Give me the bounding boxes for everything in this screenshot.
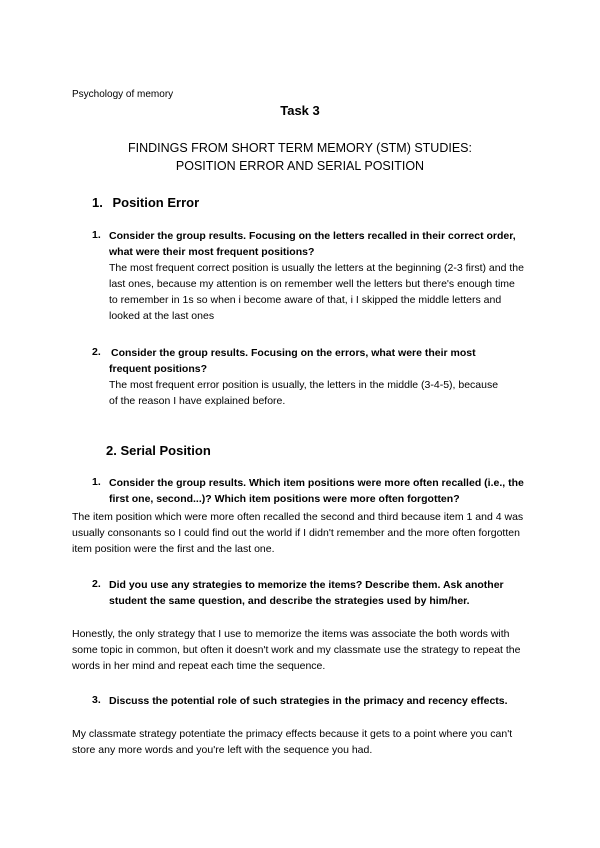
question-number: 1. [92, 229, 101, 241]
answer-text: My classmate strategy potentiate the primacy effects because it gets to a point where you can't store any more words and you're left with the sequence you had. [72, 728, 513, 756]
question-number: 3. [92, 694, 101, 706]
task-title: Task 3 [280, 103, 320, 118]
answer-text: The item position which were more often recalled the second and third because item 1 and 4 was usually consonants so I could find out the world if I didn't remember and the more often forgotten item position were the first and the last one. [72, 511, 524, 555]
question-number: 1. [92, 476, 101, 488]
answer-text: The most frequent error position is usually, the letters in the middle (3-4-5), because of the reason I have explained before. [109, 379, 499, 407]
title-line-2: POSITION ERROR AND SERIAL POSITION [175, 159, 425, 173]
question-text: Consider the group results. Focusing on the letters recalled in their correct order, what were their most frequent positions? [109, 230, 516, 258]
course-label: Psychology of memory [72, 89, 174, 100]
question-text: Discuss the potential role of such strategies in the primacy and recency effects. [109, 695, 508, 707]
question-text: Consider the group results. Focusing on the errors, what were their most frequent positions? [109, 347, 476, 375]
question-text: Did you use any strategies to memorize the items? Describe them. Ask another student the same question, and describe the strategies used by him/her. [109, 579, 504, 607]
section-title: Position Error [112, 195, 200, 210]
answer-text: The most frequent correct position is usually the letters at the beginning (2-3 first) and the last ones, because my attention is on remember well the letters but there's enough time to remember in 1s so when i become aware of that, i I skipped the middle letters and looked at the last ones [109, 262, 524, 322]
question-number: 2. [92, 346, 101, 358]
question-number: 2. [92, 578, 101, 590]
section-heading-position-error [92, 195, 199, 210]
question-text: Consider the group results. Which item positions were more often recalled (i.e., the first one, second...)? Which item positions were more often forgotten? [109, 477, 524, 505]
answer-text: Honestly, the only strategy that I use to memorize the items was associate the both words with some topic in common, but often it doesn't work and my classmate use the strategy to repeat the words in her mind and repeat each time the sequence. [72, 628, 521, 672]
section-number: 1. [92, 195, 103, 210]
section-heading-serial-position: 2. Serial Position [106, 443, 211, 458]
title-line-1: FINDINGS FROM SHORT TERM MEMORY (STM) STUDIES: [127, 141, 472, 155]
document-title [60, 139, 540, 175]
